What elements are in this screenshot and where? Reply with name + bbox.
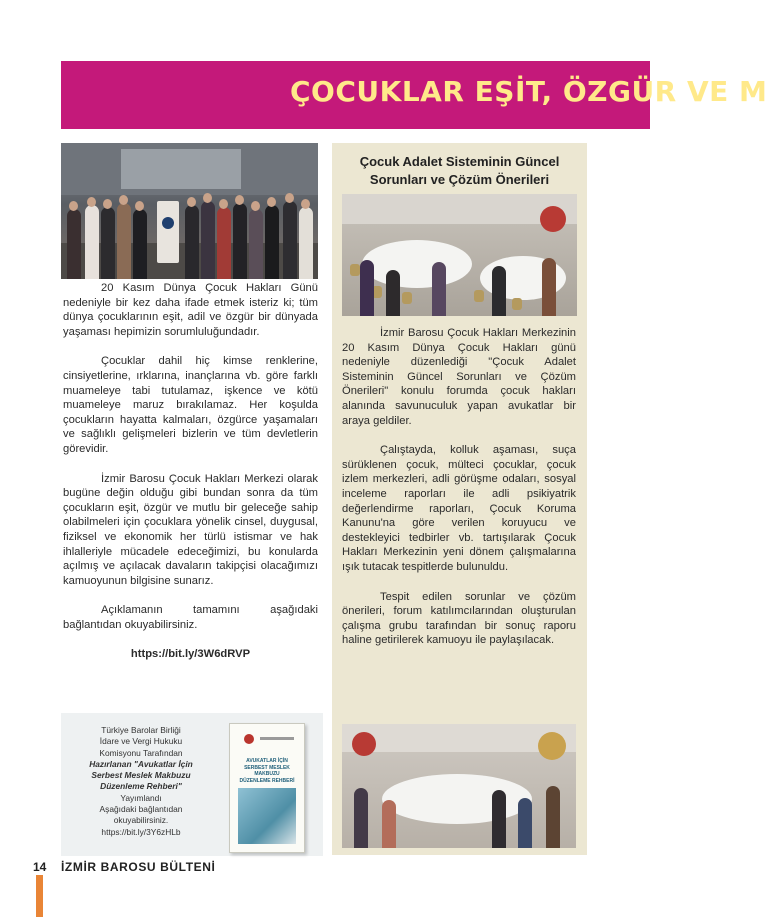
booklet-title: AVUKATLAR İÇİN SERBEST MESLEK MAKBUZU DÜZENLEME REHBERİ <box>239 758 295 784</box>
notice-line: Aşağıdaki bağlantıdan <box>99 804 183 815</box>
page-number: 14 <box>33 860 47 874</box>
statement-link[interactable]: https://bit.ly/3W6dRVP <box>130 648 251 661</box>
paragraph: Açıklamanın tamamını aşağıdaki bağlantıdan okuyabilirsiniz. <box>63 604 318 631</box>
publication-title: İZMİR BAROSU BÜLTENİ <box>61 860 216 874</box>
notice-text <box>71 725 211 838</box>
sidebar-text <box>342 326 576 663</box>
sidebar-title: Çocuk Adalet Sisteminin Güncel Sorunları ve Çözüm Önerileri <box>359 154 560 187</box>
paragraph: 20 Kasım Dünya Çocuk Hakları Günü nedeniyle bir kez daha ifade etmek isteriz ki; tüm dünya çocuklarının eşit, adil ve özgür bir dünyada yaşaması hepimizin sorumluluğundadır. <box>63 282 318 338</box>
notice-line: Hazırlanan "Avukatlar İçin <box>89 758 193 769</box>
page-title: ÇOCUKLAR EŞİT, ÖZGÜR VE M <box>290 75 767 108</box>
paragraph: Çocuklar dahil hiç kimse renklerine, cinsiyetlerine, ırklarına, inançlarına vb. göre farklı muameleye tabi tutulamaz, işkence ve kötü muameleye maruz bırakılamaz. Her koşulda çocukların hayatta kalmaları, özgürce yaşamaları ve sağlıklı gelişmeleri bizlerin ve tüm devletlerin görevidir. <box>63 355 318 455</box>
notice-box <box>61 713 323 856</box>
booklet-cover-art <box>238 788 296 844</box>
notice-line: Düzenleme Rehberi" <box>100 781 182 792</box>
paragraph: İzmir Barosu Çocuk Hakları Merkezi olarak bugüne değin olduğu gibi bundan sonra da tüm çocukların eşit, özgür ve mutlu bir geleceğe sahip olabilmeleri için çocuklara yönelik cinsel, duygusal, fiziksel ve ekonomik her türlü istismar ve hak ihlalleriyle mücadele edeceğimizi, bu konularda açılmış ve açılacak davaların takipçisi olacağımızı kamuoyunun bilgisine sunarız. <box>63 472 318 587</box>
paragraph: Çalıştayda, kolluk aşaması, suça sürüklenen çocuk, mülteci çocuklar, çocuk izlem merkezleri, adli görüşme odaları, sosyal inceleme raporları ile adli psikiyatrik değerlendirme raporları, Çocuk Koruma Kanunu'na göre verilen koruyucu ve destekleyici tedbirler vb. tartışılarak Çocuk Hakları Merkezinin yeni dönem çalışmalarına ışık tutacak tespitlerde bulunuldu. <box>342 444 576 573</box>
notice-line: Türkiye Barolar Birliği <box>101 725 181 735</box>
header-banner <box>61 61 767 129</box>
forum-photo-bottom <box>342 724 576 848</box>
paragraph: İzmir Barosu Çocuk Hakları Merkezinin 20 Kasım Dünya Çocuk Hakları günü nedeniyle düzenlediği "Çocuk Adalet Sisteminin Güncel Sorunları ve Çözüm Önerileri" konulu forumda çocuk hakları alanında savunuculuk yapan avukatlar bir araya geldiler. <box>342 327 576 427</box>
bar-association-seal-icon <box>244 734 254 744</box>
footer-accent-bar <box>36 875 43 917</box>
notice-line: İdare ve Vergi Hukuku <box>99 736 183 747</box>
notice-line: Serbest Meslek Makbuzu <box>91 770 191 781</box>
notice-line: Komisyonu Tarafından <box>99 747 183 758</box>
left-article-text <box>63 281 318 662</box>
forum-photo-top <box>342 194 577 316</box>
guide-booklet-image <box>229 723 305 853</box>
notice-line: Yayımlandı <box>120 792 162 803</box>
paragraph: Tespit edilen sorunlar ve çözüm önerileri, forum katılımcılarından oluşturulan çalışma grubu tarafından bir sonuç raporu haline getirilerek kamuoyu ile paylaşılacak. <box>342 590 576 647</box>
press-statement-photo <box>61 143 318 279</box>
notice-link[interactable]: https://bit.ly/3Y6zHLb <box>101 826 181 837</box>
notice-line: okuyabilirsiniz. <box>113 815 169 826</box>
sidebar-article <box>332 143 587 855</box>
